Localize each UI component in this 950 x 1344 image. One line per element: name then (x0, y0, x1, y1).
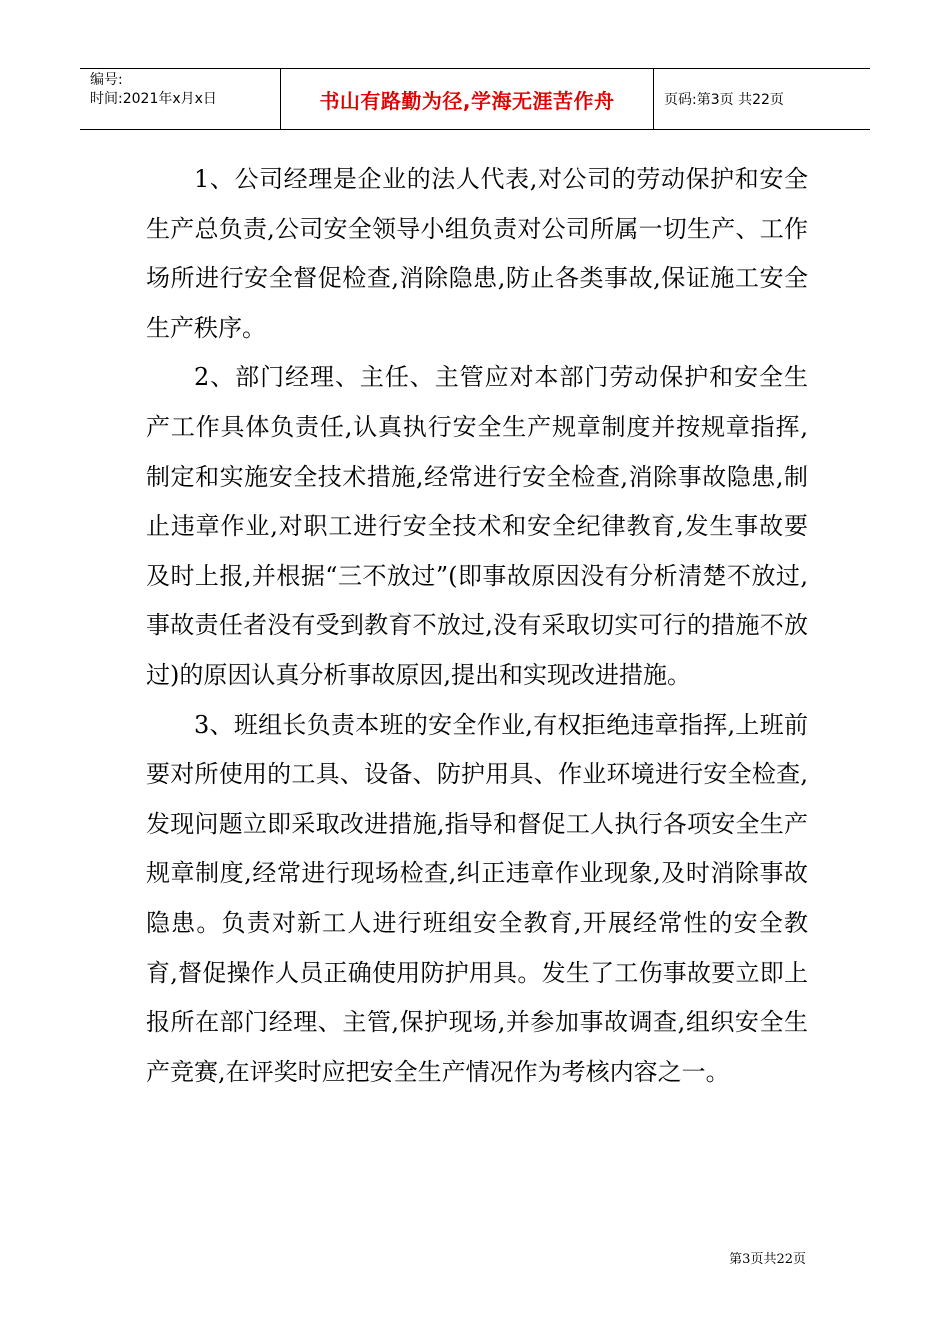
paragraph-3: 3、班组长负责本班的安全作业,有权拒绝违章指挥,上班前要对所使用的工具、设备、防护用具、作业环境进行安全检查,发现问题立即采取改进措施,指导和督促工人执行各项安全生产规章制度,经常进行现场检查,纠正违章作业现象,及时消除事故隐患。负责对新工人进行班组安全教育,开展经常性的安全教育,督促操作人员正确使用防护用具。发生了工伤事故要立即上报所在部门经理、主管,保护现场,并参加事故调查,组织安全生产竞赛,在评奖时应把安全生产情况作为考核内容之一。 (146, 710, 808, 1086)
header-meta-cell (80, 69, 281, 129)
header-page-info: 页码:第3页 共22页 (664, 92, 784, 108)
header-motto: 书山有路勤为径,学海无涯苦作舟 (281, 69, 654, 129)
paragraph-1: 1、公司经理是企业的法人代表,对公司的劳动保护和安全生产总负责,公司安全领导小组负责对公司所属一切生产、工作场所进行安全督促检查,消除隐患,防止各类事故,保证施工安全生产秩序。 (146, 165, 808, 342)
page-header (80, 68, 870, 130)
document-time-label: 时间:2021年x月x日 (90, 91, 217, 107)
document-number-label: 编号: (90, 72, 123, 88)
paragraph-2: 2、部门经理、主任、主管应对本部门劳动保护和安全生产工作具体负责任,认真执行安全生产规章制度并按规章指挥,制定和实施安全技术措施,经常进行安全检查,消除事故隐患,制止违章作业,对职工进行安全技术和安全纪律教育,发生事故要及时上报,并根据“三不放过”(即事故原因没有分析清楚不放过,事故责任者没有受到教育不放过,没有采取切实可行的措施不放过)的原因认真分析事故原因,提出和实现改进措施。 (146, 363, 808, 689)
document-body (146, 155, 808, 1097)
page-footer: 第3页共22页 (729, 1252, 806, 1267)
